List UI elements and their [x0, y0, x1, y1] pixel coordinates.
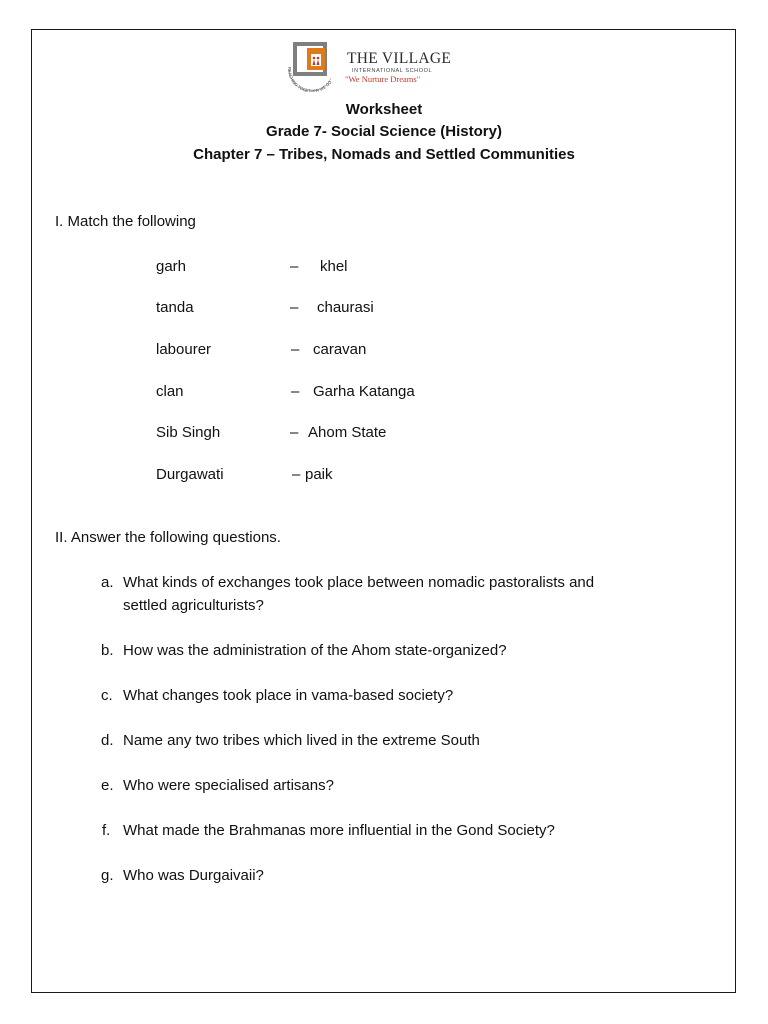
match-dash: – [291, 341, 300, 358]
match-left: Durgawati [156, 466, 224, 483]
match-dash: – [290, 424, 299, 441]
match-dash: – [292, 466, 301, 483]
section-1-title: I. Match the following [55, 213, 196, 230]
question-marker: a. [101, 574, 114, 591]
question-marker: d. [101, 732, 114, 749]
match-right: Ahom State [308, 424, 387, 441]
match-left: Sib Singh [156, 424, 221, 441]
question-text: What kinds of exchanges took place between nomadic pastoralists and [123, 574, 595, 591]
question-marker: e. [101, 777, 114, 794]
question-marker: g. [101, 867, 114, 884]
logo-ring-text: REACHING TOGETHER WE GO [286, 66, 333, 92]
chapter-title: Chapter 7 – Tribes, Nomads and Settled Communities [193, 146, 575, 163]
match-right: chaurasi [317, 299, 374, 316]
match-left: garh [156, 258, 187, 275]
match-right: paik [305, 466, 333, 483]
match-dash: – [290, 258, 299, 275]
school-emblem-icon [283, 40, 345, 92]
page-border [31, 29, 736, 993]
question-text: What made the Brahmanas more influential in the Gond Society? [123, 822, 555, 839]
match-right: Garha Katanga [313, 383, 415, 400]
question-text: Who was Durgaivaii? [123, 867, 264, 884]
match-right: caravan [313, 341, 367, 358]
question-marker: b. [101, 642, 114, 659]
worksheet-title: Worksheet [345, 101, 423, 118]
school-logo [283, 40, 453, 90]
match-left: labourer [156, 341, 212, 358]
question-marker: c. [101, 687, 113, 704]
match-dash: – [290, 299, 299, 316]
school-subtitle: INTERNATIONAL SCHOOL [352, 68, 433, 74]
question-text-continued: settled agriculturists? [123, 597, 264, 614]
match-left: tanda [156, 299, 194, 316]
question-marker: f. [102, 822, 111, 839]
match-right: khel [320, 258, 348, 275]
school-name: THE VILLAGE [347, 50, 452, 67]
match-dash: – [291, 383, 300, 400]
section-2-title: II. Answer the following questions. [55, 529, 281, 546]
question-text: Name any two tribes which lived in the extreme South [123, 732, 480, 749]
match-left: clan [156, 383, 184, 400]
school-tagline: "We Nurture Dreams" [345, 74, 421, 84]
grade-subject: Grade 7- Social Science (History) [266, 123, 502, 140]
question-text: Who were specialised artisans? [123, 777, 334, 794]
question-text: How was the administration of the Ahom state-organized? [123, 642, 507, 659]
question-text: What changes took place in vama-based society? [123, 687, 454, 704]
